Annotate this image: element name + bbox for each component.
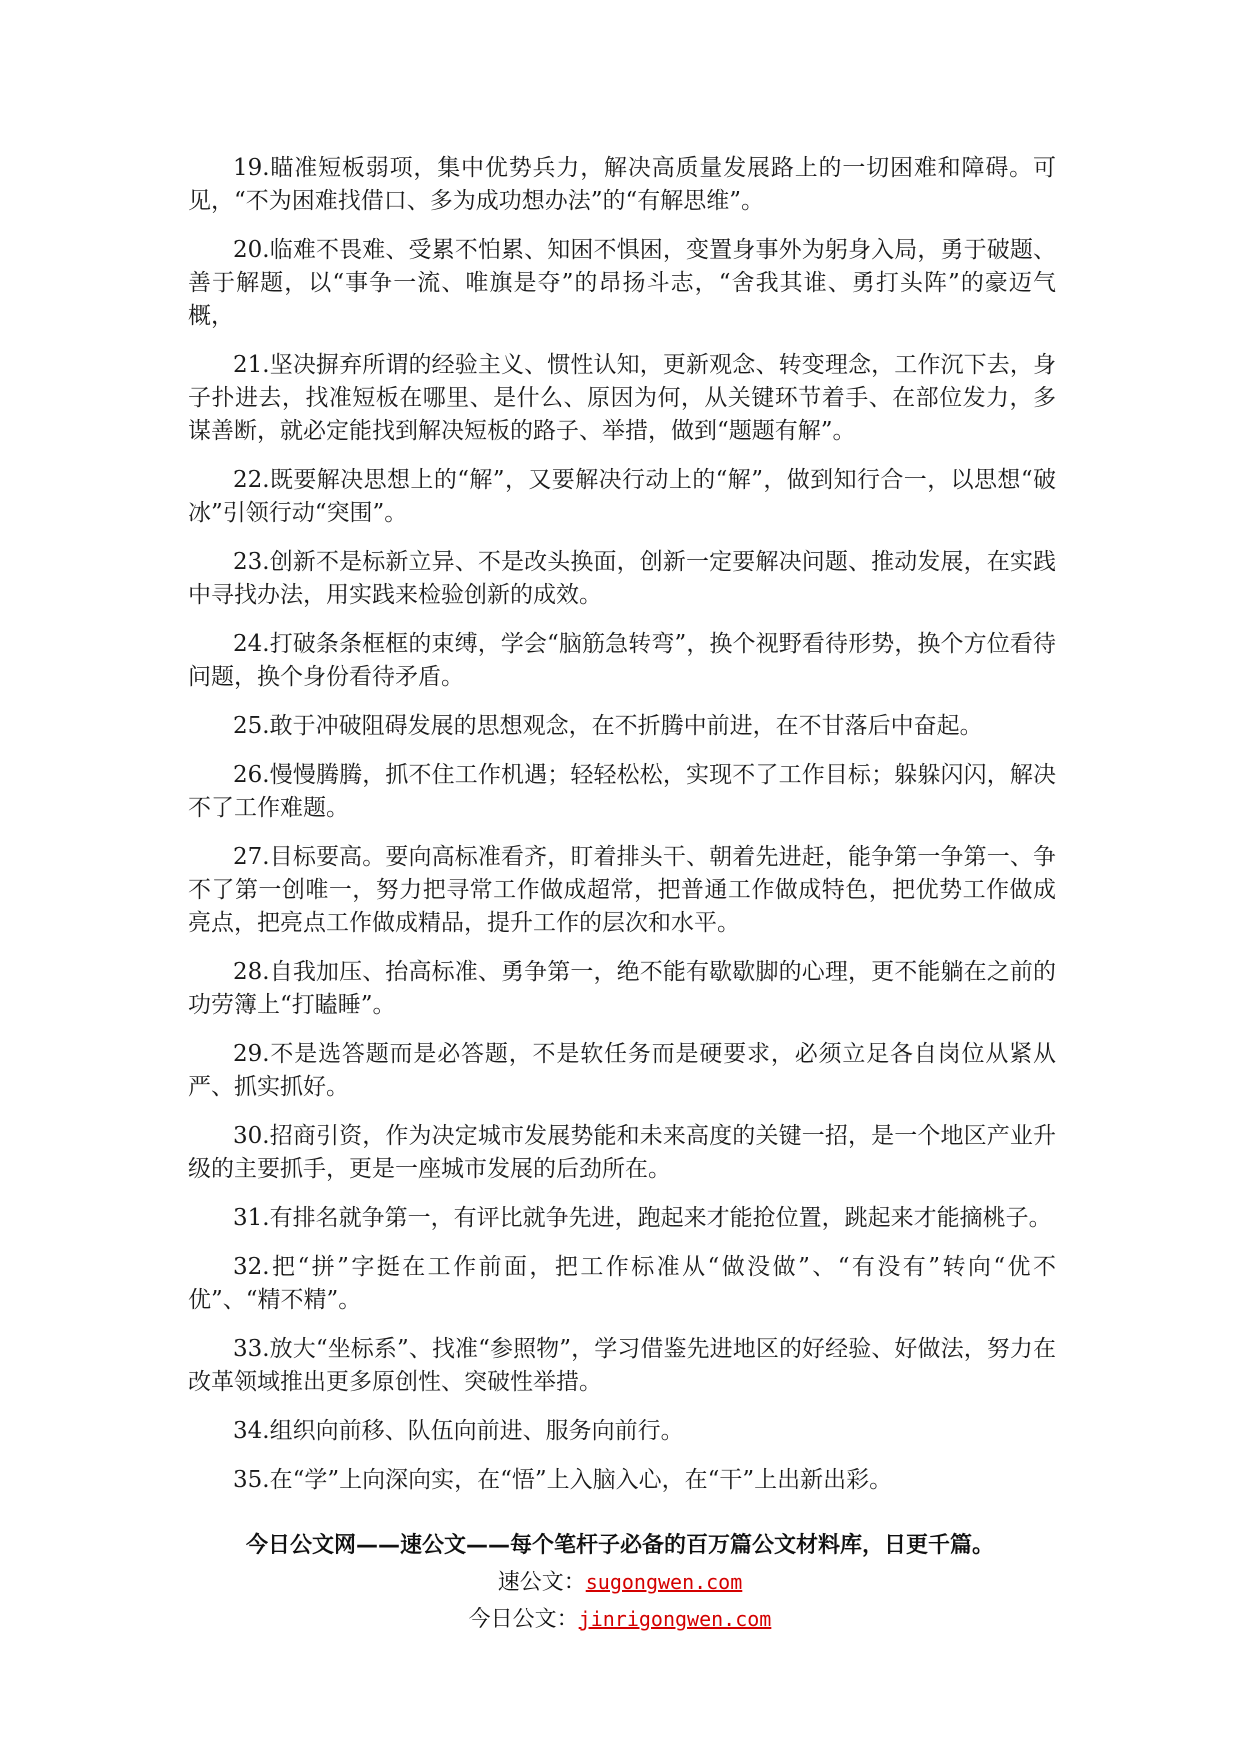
paragraph-35: 35.在“学”上向深向实，在“悟”上入脑入心，在“干”上出新出彩。 [233,1467,893,1493]
paragraph-19: 19.瞄准短板弱项，集中优势兵力，解决高质量发展路上的一切困难和障碍。可见，“不为困难找借口、多为成功想办法”的“有解思维”。 [188,155,1056,214]
footer-link-row-2 [0,1601,1240,1638]
paragraph-31: 31.有排名就争第一，有评比就争先进，跑起来才能抢位置，跳起来才能摘桃子。 [233,1205,1052,1231]
paragraph-29: 29.不是选答题而是必答题，不是软任务而是硬要求，必须立足各自岗位从紧从严、抓实抓好。 [188,1041,1056,1100]
paragraph-20: 20.临难不畏难、受累不怕累、知困不惧困，变置身事外为躬身入局，勇于破题、善于解题，以“事争一流、唯旗是夺”的昂扬斗志，“舍我其谁、勇打头阵”的豪迈气概， [188,237,1056,329]
paragraph-24: 24.打破条条框框的束缚，学会“脑筋急转弯”，换个视野看待形势，换个方位看待问题，换个身份看待矛盾。 [188,631,1056,690]
paragraph-21: 21.坚决摒弃所谓的经验主义、惯性认知，更新观念、转变理念，工作沉下去，身子扑进去，找准短板在哪里、是什么、原因为何，从关键环节着手、在部位发力，多谋善断，就必定能找到解决短板的路子、举措，做到“题题有解”。 [188,352,1056,444]
paragraph-33: 33.放大“坐标系”、找准“参照物”，学习借鉴先进地区的好经验、好做法，努力在改革领域推出更多原创性、突破性举措。 [188,1336,1056,1395]
promo-footer [0,1528,1240,1638]
paragraph-27: 27.目标要高。要向高标准看齐，盯着排头干、朝着先进赶，能争第一争第一、争不了第一创唯一，努力把寻常工作做成超常，把普通工作做成特色，把优势工作做成亮点，把亮点工作做成精品，提升工作的层次和水平。 [188,844,1056,936]
footer-tagline: 今日公文网——速公文——每个笔杆子必备的百万篇公文材料库，日更千篇。 [245,1533,994,1558]
paragraph-25: 25.敢于冲破阻碍发展的思想观念，在不折腾中前进，在不甘落后中奋起。 [233,713,983,739]
paragraph-34: 34.组织向前移、队伍向前进、服务向前行。 [233,1418,684,1444]
paragraph-28: 28.自我加压、抬高标准、勇争第一，绝不能有歇歇脚的心理，更不能躺在之前的功劳簿上“打瞌睡”。 [188,959,1056,1018]
footer-link2-label: 今日公文： [468,1607,579,1632]
paragraph-30: 30.招商引资，作为决定城市发展势能和未来高度的关键一招，是一个地区产业升级的主要抓手，更是一座城市发展的后劲所在。 [188,1123,1056,1182]
jinrigongwen-link[interactable]: jinrigongwen.com [578,1607,772,1631]
paragraph-23: 23.创新不是标新立异、不是改头换面，创新一定要解决问题、推动发展，在实践中寻找办法，用实践来检验创新的成效。 [188,549,1056,608]
document-body [188,152,1056,1513]
footer-link1-label: 速公文： [497,1570,586,1595]
paragraph-26: 26.慢慢腾腾，抓不住工作机遇；轻轻松松，实现不了工作目标；躲躲闪闪，解决不了工作难题。 [188,762,1056,821]
paragraph-22: 22.既要解决思想上的“解”，又要解决行动上的“解”，做到知行合一，以思想“破冰”引领行动“突围”。 [188,467,1056,526]
footer-link-row-1 [0,1564,1240,1601]
sugongwen-link[interactable]: sugongwen.com [585,1570,743,1594]
paragraph-32: 32.把“拼”字挺在工作前面，把工作标准从“做没做”、“有没有”转向“优不优”、“精不精”。 [188,1254,1056,1313]
